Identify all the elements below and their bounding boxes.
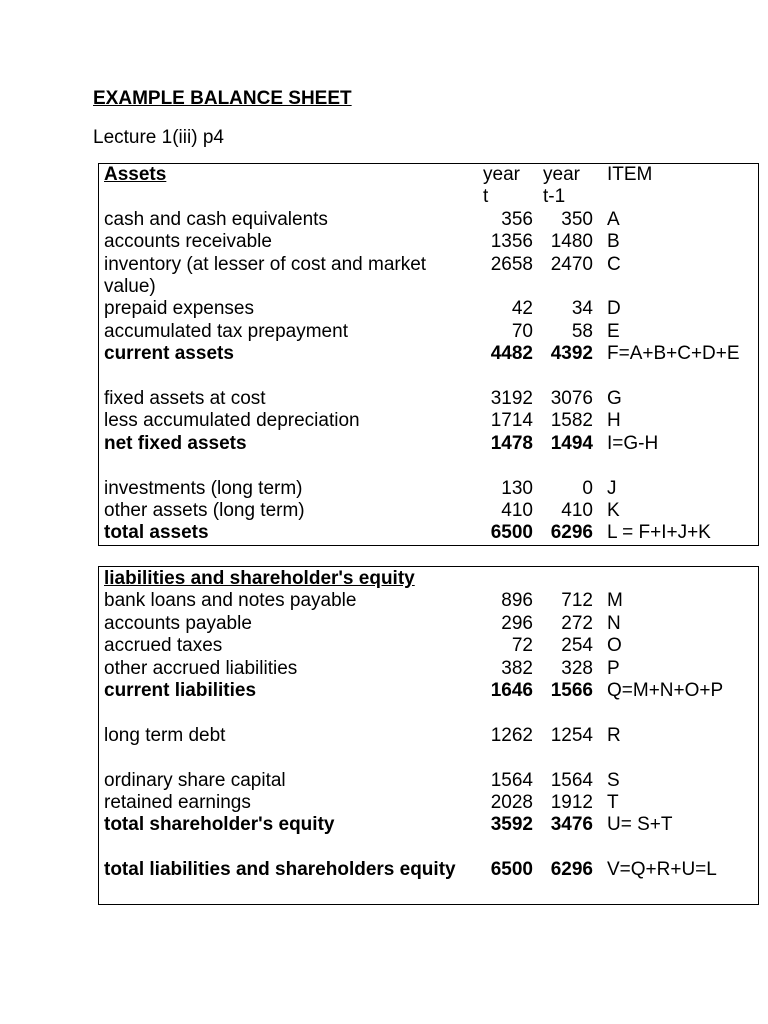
row-value-t1: 1566	[550, 680, 593, 702]
subtotal-row	[104, 433, 760, 455]
row-item: I=G-H	[607, 432, 659, 454]
row-value-t: 3192	[490, 388, 533, 410]
row-label: current assets	[104, 343, 234, 365]
row-item: F=A+B+C+D+E	[607, 343, 740, 365]
row-value-t1: 350	[561, 208, 593, 230]
table-row	[104, 321, 760, 343]
row-value-t1: 34	[571, 298, 593, 320]
row-value-t1: 6296	[550, 522, 593, 544]
row-value-t: 1646	[490, 680, 533, 702]
row-value-t: 4482	[490, 343, 533, 365]
row-value-t1: 410	[561, 500, 593, 522]
liabilities-heading: liabilities and shareholder's equity	[104, 568, 415, 589]
row-value-t: 2658	[490, 253, 533, 275]
table-row	[104, 725, 760, 747]
row-label: bank loans and notes payable	[104, 590, 357, 612]
row-value-t: 382	[501, 657, 533, 679]
table-row	[104, 792, 760, 814]
row-value-t1: 58	[571, 320, 593, 342]
row-item: C	[607, 253, 621, 275]
row-item: Q=M+N+O+P	[607, 680, 724, 702]
row-label: retained earnings	[104, 792, 251, 814]
row-label: ordinary share capital	[104, 769, 286, 791]
row-label: other accrued liabilities	[104, 657, 298, 679]
row-label: cash and cash equivalents	[104, 208, 328, 230]
row-value-t: 896	[501, 590, 533, 612]
row-item: U= S+T	[607, 814, 673, 836]
row-value-t1: 1564	[550, 769, 593, 791]
table-row	[104, 231, 760, 253]
row-item: R	[607, 724, 621, 746]
spacer-row	[104, 837, 760, 859]
col-year-t1-header	[539, 164, 599, 209]
subtotal-row	[104, 814, 760, 836]
row-label: net fixed assets	[104, 432, 247, 454]
row-item: L = F+I+J+K	[607, 522, 711, 544]
row-value-t1: 1480	[550, 231, 593, 253]
col-year-t-line2: t	[483, 186, 489, 208]
spacer-row	[104, 455, 760, 477]
table-row	[104, 254, 760, 299]
row-value-t: 356	[501, 208, 533, 230]
row-label: accrued taxes	[104, 635, 223, 657]
row-value-t: 6500	[490, 522, 533, 544]
liabilities-table	[104, 568, 760, 882]
table-row	[104, 298, 760, 320]
row-item: S	[607, 769, 620, 791]
row-label: total liabilities and shareholders equity	[104, 859, 456, 881]
row-value-t: 296	[501, 612, 533, 634]
row-value-t: 2028	[490, 792, 533, 814]
row-item: D	[607, 298, 621, 320]
spacer-row	[104, 702, 760, 724]
row-value-t1: 712	[561, 590, 593, 612]
row-value-t: 70	[511, 320, 533, 342]
row-label: total shareholder's equity	[104, 814, 335, 836]
row-label: total assets	[104, 522, 209, 544]
row-item: H	[607, 410, 621, 432]
row-value-t: 1714	[490, 410, 533, 432]
row-value-t: 6500	[490, 859, 533, 881]
subtotal-row	[104, 343, 760, 365]
row-value-t1: 0	[582, 477, 593, 499]
row-value-t: 1478	[490, 432, 533, 454]
assets-heading: Assets	[104, 164, 167, 185]
table-row	[104, 500, 760, 522]
row-item: J	[607, 477, 617, 499]
row-value-t1: 328	[561, 657, 593, 679]
row-value-t: 1356	[490, 231, 533, 253]
row-value-t: 42	[511, 298, 533, 320]
table-row	[104, 590, 760, 612]
total-row	[104, 859, 760, 881]
row-value-t1: 4392	[550, 343, 593, 365]
row-value-t: 410	[501, 500, 533, 522]
table-row	[104, 770, 760, 792]
row-value-t: 130	[501, 477, 533, 499]
row-item: N	[607, 612, 621, 634]
row-item: P	[607, 657, 620, 679]
row-value-t1: 2470	[550, 253, 593, 275]
lecture-reference: Lecture 1(iii) p4	[93, 127, 224, 148]
col-year-t1-line2: t-1	[543, 186, 566, 208]
row-value-t1: 1912	[550, 792, 593, 814]
row-item: B	[607, 231, 620, 253]
row-label: investments (long term)	[104, 477, 303, 499]
row-item: G	[607, 388, 622, 410]
row-item: V=Q+R+U=L	[607, 859, 717, 881]
row-item: T	[607, 792, 619, 814]
row-label: accumulated tax prepayment	[104, 320, 348, 342]
row-value-t1: 1254	[550, 724, 593, 746]
col-item-header: ITEM	[607, 164, 653, 185]
row-value-t1: 3076	[550, 388, 593, 410]
row-label: inventory (at lesser of cost and market value)	[104, 253, 427, 298]
assets-table	[104, 164, 760, 545]
row-label: other assets (long term)	[104, 500, 305, 522]
table-row	[104, 658, 760, 680]
row-item: A	[607, 208, 620, 230]
table-row	[104, 478, 760, 500]
col-year-t-header	[479, 164, 539, 209]
table-row	[104, 410, 760, 432]
col-year-t1-line1: year	[543, 164, 580, 185]
row-label: long term debt	[104, 724, 226, 746]
row-item: M	[607, 590, 623, 612]
row-label: less accumulated depreciation	[104, 410, 360, 432]
row-value-t1: 272	[561, 612, 593, 634]
row-label: fixed assets at cost	[104, 388, 266, 410]
row-value-t: 72	[511, 635, 533, 657]
row-label: accounts payable	[104, 612, 252, 634]
row-value-t: 3592	[490, 814, 533, 836]
row-value-t1: 254	[561, 635, 593, 657]
row-value-t1: 3476	[550, 814, 593, 836]
row-item: O	[607, 635, 622, 657]
table-row	[104, 613, 760, 635]
row-label: current liabilities	[104, 680, 257, 702]
row-label: accounts receivable	[104, 231, 272, 253]
row-value-t1: 1582	[550, 410, 593, 432]
table-row	[104, 388, 760, 410]
page-title: EXAMPLE BALANCE SHEET	[93, 88, 352, 109]
liabilities-header-row	[104, 568, 760, 590]
row-item: K	[607, 500, 620, 522]
spacer-row	[104, 366, 760, 388]
total-row	[104, 522, 760, 544]
row-value-t: 1564	[490, 769, 533, 791]
table-row	[104, 209, 760, 231]
table-row	[104, 635, 760, 657]
assets-header-row	[104, 164, 760, 209]
assets-table-box	[98, 163, 759, 546]
row-item: E	[607, 320, 620, 342]
subtotal-row	[104, 680, 760, 702]
row-value-t1: 6296	[550, 859, 593, 881]
col-year-t-line1: year	[483, 164, 520, 185]
row-value-t: 1262	[490, 724, 533, 746]
spacer-row	[104, 747, 760, 769]
row-value-t1: 1494	[550, 432, 593, 454]
liabilities-table-box	[98, 566, 759, 905]
row-label: prepaid expenses	[104, 298, 254, 320]
